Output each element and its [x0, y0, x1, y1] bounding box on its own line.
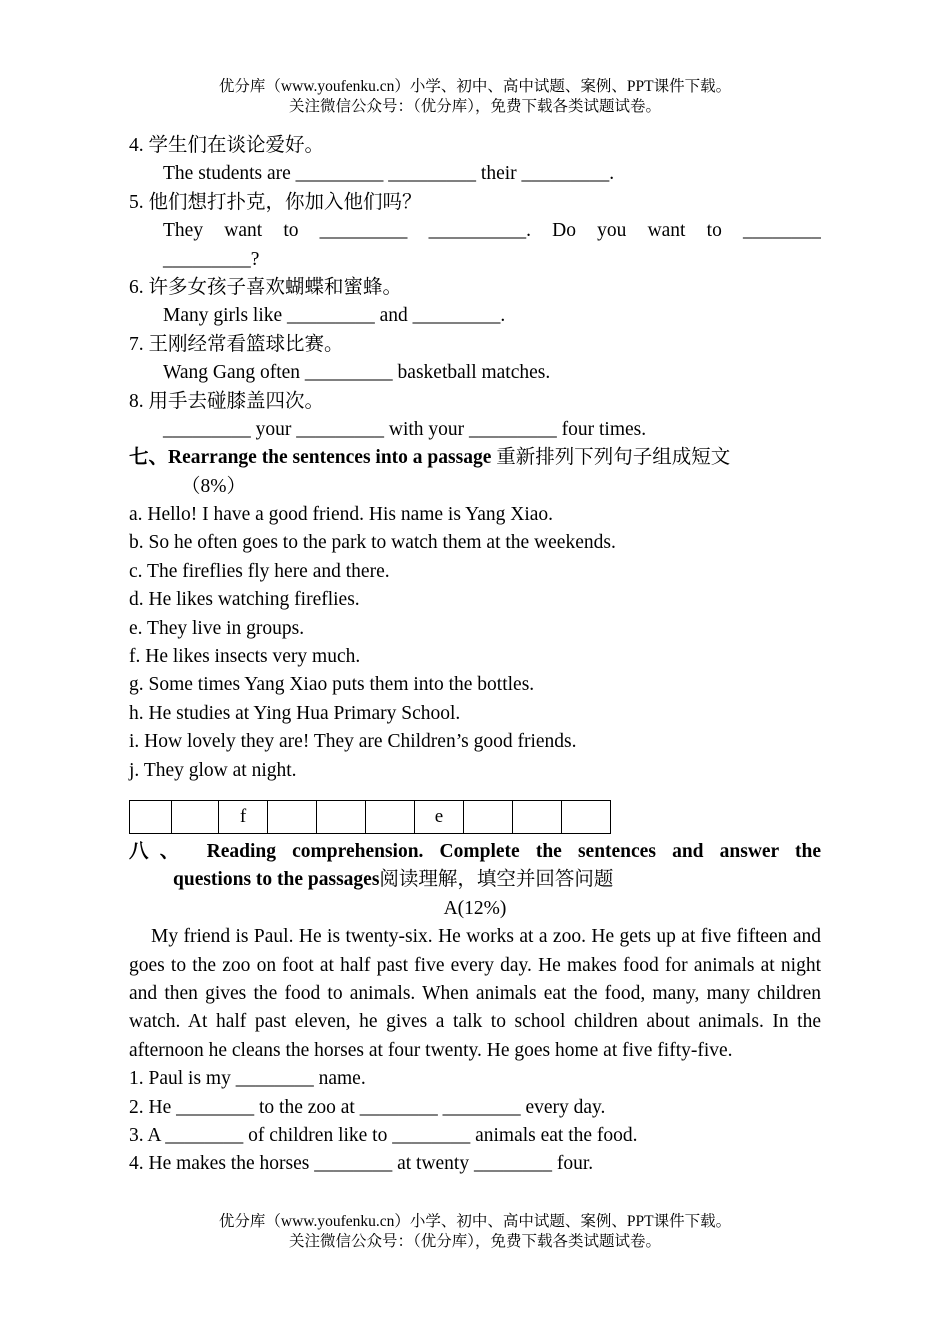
- item-chinese: 8. 用手去碰膝盖四次。: [129, 390, 325, 412]
- footer-line-1: 优分库（www.youfenku.cn）小学、初中、高中试题、案例、PPT课件下载。: [218, 1213, 732, 1230]
- header-line-2: 关注微信公众号：（优分库），免费下载各类试题试卷。: [288, 98, 661, 115]
- section-8-title: Reading comprehension. Complete the sentences and answer the: [190, 840, 821, 862]
- translation-item: [129, 132, 821, 189]
- section-8-chinese-title: 阅读理解，填空并回答问题: [379, 869, 614, 891]
- sentence: e. They live in groups.: [129, 617, 305, 639]
- answer-order-table: [129, 800, 611, 834]
- sentence: a. Hello! I have a good friend. His name is Yang Xiao.: [129, 504, 554, 526]
- answer-cell[interactable]: e: [415, 800, 464, 833]
- question: 4. He makes the horses ________ at twenty ________ four.: [129, 1153, 594, 1175]
- page-header: [0, 77, 950, 117]
- translation-item: [129, 331, 821, 388]
- answer-cell[interactable]: [464, 800, 513, 833]
- question: 3. A ________ of children like to ________ animals eat the food.: [129, 1124, 638, 1146]
- answer-row: [130, 800, 611, 833]
- sentence: f. He likes insects very much.: [129, 646, 361, 668]
- item-english: _________ your _________ with your _________ four times.: [163, 418, 647, 440]
- answer-cell[interactable]: [366, 800, 415, 833]
- answer-cell[interactable]: [562, 800, 611, 833]
- item-english: Many girls like _________ and _________.: [163, 305, 506, 327]
- sentence: c. The fireflies fly here and there.: [129, 560, 390, 582]
- answer-cell[interactable]: [268, 800, 317, 833]
- translation-item: [129, 388, 821, 445]
- item-chinese: 5. 他们想打扑克，你加入他们吗？: [129, 191, 422, 213]
- section-7-score: （8%）: [181, 475, 246, 497]
- answer-cell[interactable]: [130, 800, 172, 833]
- question: 1. Paul is my ________ name.: [129, 1068, 366, 1090]
- section-8-number: 八、: [129, 840, 191, 862]
- item-chinese: 7. 王刚经常看篮球比赛。: [129, 333, 344, 355]
- item-chinese: 4. 学生们在谈论爱好。: [129, 135, 325, 156]
- answer-cell[interactable]: f: [219, 800, 268, 833]
- sentence: d. He likes watching fireflies.: [129, 589, 360, 611]
- item-english: They want to _________ __________. Do you want to ________: [163, 220, 821, 242]
- sentence: b. So he often goes to the park to watch them at the weekends.: [129, 532, 616, 554]
- page-content: [129, 132, 821, 1179]
- section-8-heading: [129, 838, 821, 866]
- answer-cell[interactable]: [513, 800, 562, 833]
- section-8-title-2: questions to the passages: [173, 869, 380, 891]
- section-7-chinese-title: 重新排列下列句子组成短文: [491, 447, 731, 469]
- section-8-heading-continued: [129, 866, 821, 894]
- header-line-1: 优分库（www.youfenku.cn）小学、初中、高中试题、案例、PPT课件下载。: [218, 78, 732, 95]
- answer-cell[interactable]: [172, 800, 219, 833]
- item-chinese: 6. 许多女孩子喜欢蝴蝶和蜜蜂。: [129, 276, 403, 298]
- item-english: The students are _________ _________ their _________.: [163, 163, 615, 185]
- section-7-number: 七、: [129, 447, 169, 469]
- translation-item: [129, 189, 821, 274]
- reading-passage: My friend is Paul. He is twenty-six. He works at a zoo. He gets up at five fifteen and goes to the zoo on foot at half past five every day. He makes food for animals at night and then gives the food to animals. When animals eat the food, many, many children watch. At half past eleven, he gives a talk to school children about animals. In the afternoon he cleans the horses at four twenty. He goes home at five fifty-five.: [129, 926, 821, 1061]
- item-english-continued: _________?: [163, 248, 260, 270]
- page-footer: [0, 1212, 950, 1252]
- part-label: A(12%): [443, 897, 507, 919]
- sentence: i. How lovely they are! They are Children’s good friends.: [129, 731, 577, 753]
- item-english: Wang Gang often _________ basketball matches.: [163, 362, 551, 384]
- sentence: g. Some times Yang Xiao puts them into the bottles.: [129, 674, 535, 696]
- question: 2. He ________ to the zoo at ________ ________ every day.: [129, 1096, 606, 1118]
- section-7-heading: [129, 444, 821, 472]
- translation-item: [129, 274, 821, 331]
- answer-cell[interactable]: [317, 800, 366, 833]
- section-7-title: Rearrange the sentences into a passage: [168, 447, 492, 469]
- footer-line-2: 关注微信公众号：（优分库），免费下载各类试题试卷。: [288, 1233, 661, 1250]
- sentence: j. They glow at night.: [129, 759, 297, 781]
- sentence: h. He studies at Ying Hua Primary School.: [129, 702, 461, 724]
